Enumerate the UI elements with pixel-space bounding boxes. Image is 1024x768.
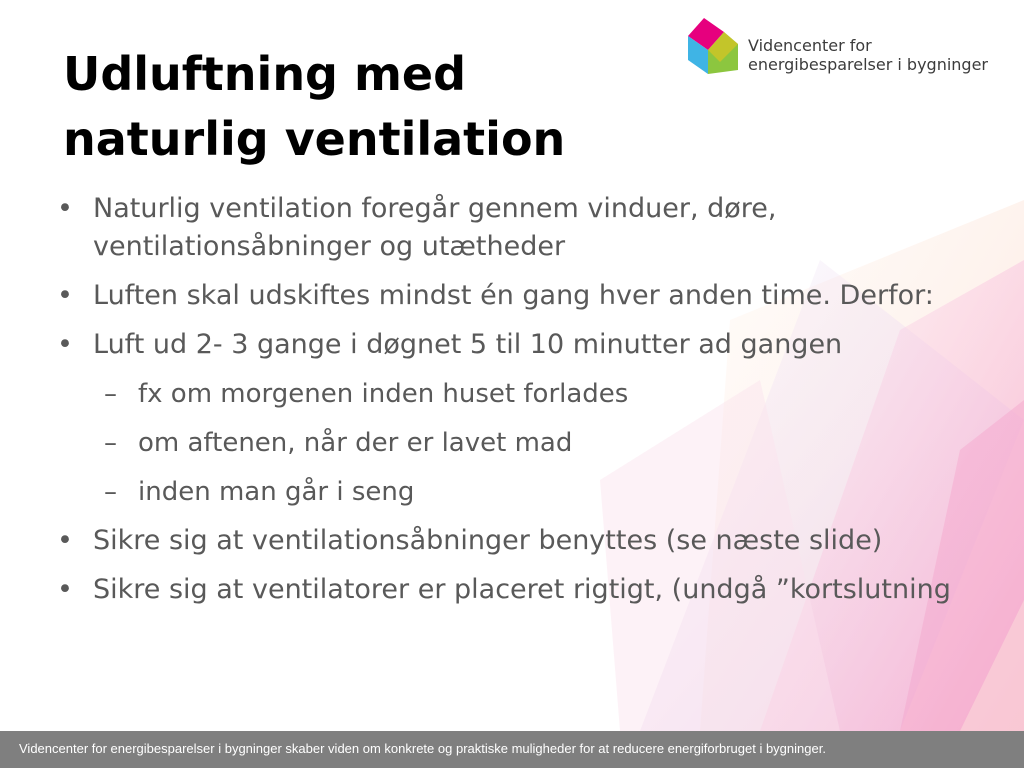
logo-text <box>748 36 988 74</box>
dash-marker: – <box>104 428 117 458</box>
bullet-item <box>52 277 1012 315</box>
dash-marker: – <box>104 477 117 507</box>
sub-bullet-item <box>52 424 1012 462</box>
footer-bar <box>0 731 1024 768</box>
bullet-text: Naturlig ventilation foregår gennem vinduer, døre, ventilationsåbninger og utætheder <box>93 193 777 262</box>
bullet-text: Sikre sig at ventilationsåbninger benyttes (se næste slide) <box>93 525 883 556</box>
sub-bullet-item <box>52 473 1012 511</box>
bullet-text: Luft ud 2- 3 gange i døgnet 5 til 10 minutter ad gangen <box>93 329 843 360</box>
sub-bullet-text: om aftenen, når der er lavet mad <box>138 428 573 458</box>
sub-bullet-text: inden man går i seng <box>138 477 415 507</box>
logo-text-line-2: energibesparelser i bygninger <box>748 55 988 74</box>
bullet-item <box>52 190 1012 266</box>
bullet-item <box>52 326 1012 364</box>
bullet-list <box>52 190 1012 620</box>
bullet-item <box>52 571 1012 609</box>
bullet-text: Luften skal udskiftes mindst én gang hver anden time. Derfor: <box>93 280 934 311</box>
house-logo-icon <box>684 14 742 76</box>
bullet-marker: • <box>57 329 73 360</box>
bullet-text: Sikre sig at ventilatorer er placeret rigtigt, (undgå ”kortslutning <box>93 574 951 605</box>
bullet-marker: • <box>57 193 73 224</box>
bullet-marker: • <box>57 525 73 556</box>
logo-text-line-1: Videncenter for <box>748 36 872 55</box>
slide-title-line-2: naturlig ventilation <box>63 112 566 166</box>
slide-title-line-1: Udluftning med <box>63 47 467 101</box>
footer-text: Videncenter for energibesparelser i bygninger skaber viden om konkrete og praktiske muligheder for at reducere energiforbruget i bygninger. <box>19 741 826 756</box>
bullet-marker: • <box>57 574 73 605</box>
logo <box>684 14 1004 78</box>
dash-marker: – <box>104 379 117 409</box>
slide-title <box>63 42 683 172</box>
bullet-marker: • <box>57 280 73 311</box>
bullet-item <box>52 522 1012 560</box>
sub-bullet-text: fx om morgenen inden huset forlades <box>138 379 629 409</box>
sub-bullet-item <box>52 375 1012 413</box>
